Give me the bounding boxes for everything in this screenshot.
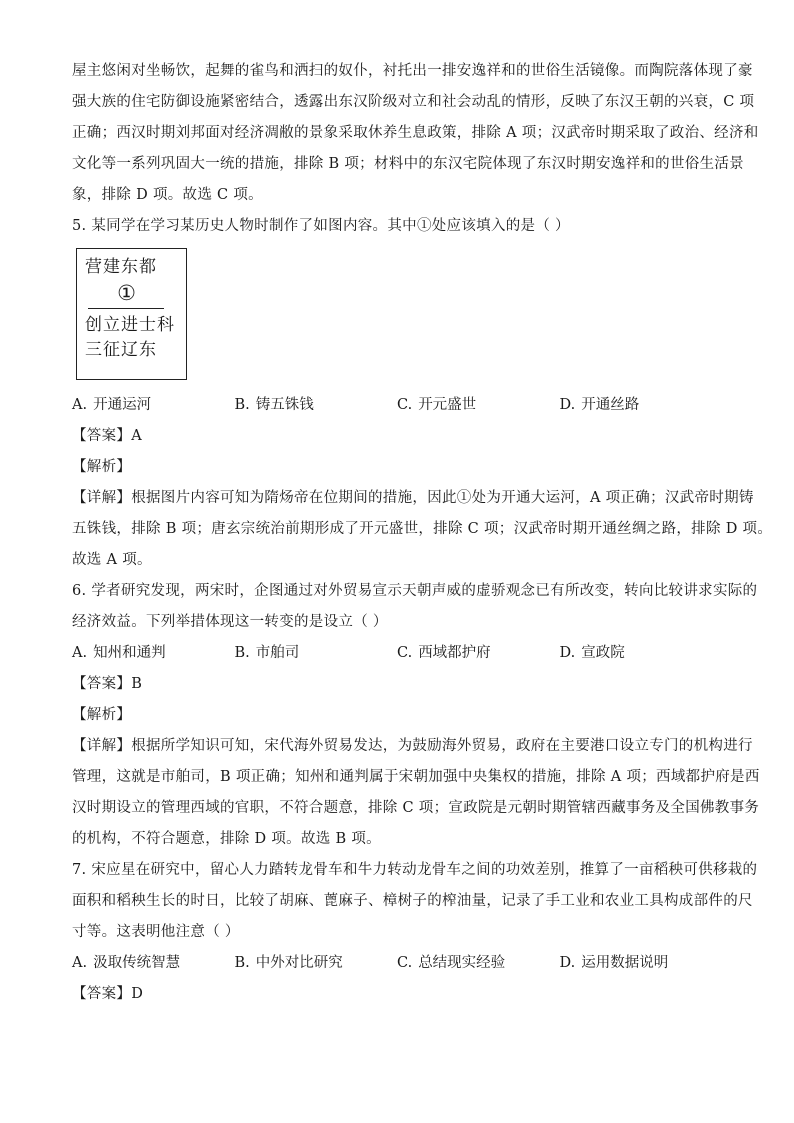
option-c [397, 390, 560, 421]
option-text: 知州和通判 [93, 645, 166, 661]
history-figure-box [76, 248, 187, 380]
option-label: C. [397, 645, 413, 661]
option-text: 汲取传统智慧 [93, 955, 181, 971]
option-text: 市舶司 [255, 645, 300, 661]
question-text: 经济效益。下列举措体现这一转变的是设立（ ） [72, 614, 388, 630]
figure-text: 三征辽东 [85, 340, 157, 360]
option-text: 开元盛世 [418, 397, 477, 413]
question-text: 6. 学者研究发现，两宋时，企图通过对外贸易宣示天朝声威的虚骄观念已有所改变，转向比较讲求实际的 [72, 583, 758, 599]
figure-blank-marker: ① [117, 281, 136, 305]
option-label: D. [559, 955, 576, 971]
question-text: 寸等。这表明他注意（ ） [72, 924, 240, 940]
option-label: B. [234, 645, 250, 661]
answer-value: A [131, 428, 142, 444]
detail-line: 的机构，不符合题意，排除 D 项。故选 B 项。 [72, 831, 381, 847]
option-b [235, 638, 398, 669]
option-b [235, 948, 398, 979]
detail-line: 汉时期设立的管理西域的官职，不符合题意，排除 C 项；宣政院是元朝时期管辖西藏事务及全国佛教事务 [72, 800, 760, 816]
option-text: 运用数据说明 [581, 955, 669, 971]
option-label: B. [234, 955, 250, 971]
options-row [72, 390, 722, 421]
option-text: 总结现实经验 [418, 955, 506, 971]
detail-line: 管理，这就是市舶司，B 项正确；知州和通判属于宋朝加强中央集权的措施，排除 A 项；西域都护府是西 [72, 769, 760, 785]
question-5 [72, 211, 773, 576]
answer-line [72, 979, 722, 1010]
option-text: 开通丝路 [581, 397, 640, 413]
option-text: 开通运河 [93, 397, 152, 413]
option-c [397, 948, 560, 979]
intro-line: 正确；西汉时期刘邦面对经济凋敝的景象采取休养生息政策，排除 A 项；汉武帝时期采取了政治、经济和 [72, 125, 759, 141]
option-label: B. [234, 397, 250, 413]
detail-line: 故选 A 项。 [72, 552, 152, 568]
option-d [560, 638, 723, 669]
detail-line: 【详解】根据所学知识可知，宋代海外贸易发达，为鼓励海外贸易，政府在主要港口设立专门的机构进行 [72, 738, 753, 754]
answer-tag: 【答案】 [72, 428, 132, 444]
question-text: 5. 某同学在学习某历史人物时制作了如图内容。其中①处应该填入的是（ ） [72, 218, 570, 234]
intro-paragraph [72, 56, 759, 211]
answer-value: B [131, 676, 143, 692]
answer-tag: 【答案】 [72, 986, 132, 1002]
option-a [72, 638, 235, 669]
intro-line: 文化等一系列巩固大一统的措施，排除 B 项；材料中的东汉宅院体现了东汉时期安逸祥和的世俗生活景 [72, 156, 744, 172]
figure-divider [88, 308, 164, 309]
figure-text: 创立进士科 [85, 315, 175, 335]
option-b [235, 390, 398, 421]
option-text: 西域都护府 [418, 645, 491, 661]
answer-value: D [131, 986, 144, 1002]
detail-line: 五铢钱，排除 B 项；唐玄宗统治前期形成了开元盛世，排除 C 项；汉武帝时期开通丝绸之路，排除 D 项。 [72, 521, 773, 537]
answer-line [72, 421, 722, 452]
option-a [72, 390, 235, 421]
option-a [72, 948, 235, 979]
intro-line: 屋主悠闲对坐畅饮，起舞的雀鸟和洒扫的奴仆，衬托出一排安逸祥和的世俗生活镜像。而陶院落体现了豪 [72, 63, 753, 79]
question-6 [72, 576, 760, 855]
analysis-tag: 【解析】 [72, 459, 132, 475]
option-c [397, 638, 560, 669]
options-row [72, 638, 722, 669]
document-page [72, 56, 773, 1010]
intro-line: 强大族的住宅防御设施紧密结合，透露出东汉阶级对立和社会动乱的情形，反映了东汉王朝的兴衰，C 项 [72, 94, 755, 110]
options-row [72, 948, 722, 979]
option-d [560, 948, 723, 979]
intro-line: 象，排除 D 项。故选 C 项。 [72, 187, 263, 203]
answer-tag: 【答案】 [72, 676, 132, 692]
answer-line [72, 669, 722, 700]
option-label: A. [72, 645, 88, 661]
option-label: A. [72, 397, 88, 413]
question-text: 面积和稻秧生长的时日，比较了胡麻、蓖麻子、樟树子的榨油量，记录了手工业和农业工具构成部件的尺 [72, 893, 753, 909]
option-text: 中外对比研究 [255, 955, 343, 971]
option-label: D. [559, 645, 576, 661]
figure-text: 营建东都 [85, 257, 157, 277]
question-7 [72, 855, 758, 1010]
option-label: A. [72, 955, 88, 971]
option-label: C. [397, 955, 413, 971]
option-label: D. [559, 397, 576, 413]
analysis-tag: 【解析】 [72, 707, 132, 723]
option-label: C. [397, 397, 413, 413]
option-text: 宣政院 [581, 645, 625, 661]
option-text: 铸五铢钱 [255, 397, 314, 413]
question-text: 7. 宋应星在研究中，留心人力踏转龙骨车和牛力转动龙骨车之间的功效差别，推算了一亩稻秧可供移栽的 [72, 862, 758, 878]
option-d [560, 390, 723, 421]
detail-line: 【详解】根据图片内容可知为隋炀帝在位期间的措施，因此①处为开通大运河，A 项正确；汉武帝时期铸 [72, 490, 754, 506]
